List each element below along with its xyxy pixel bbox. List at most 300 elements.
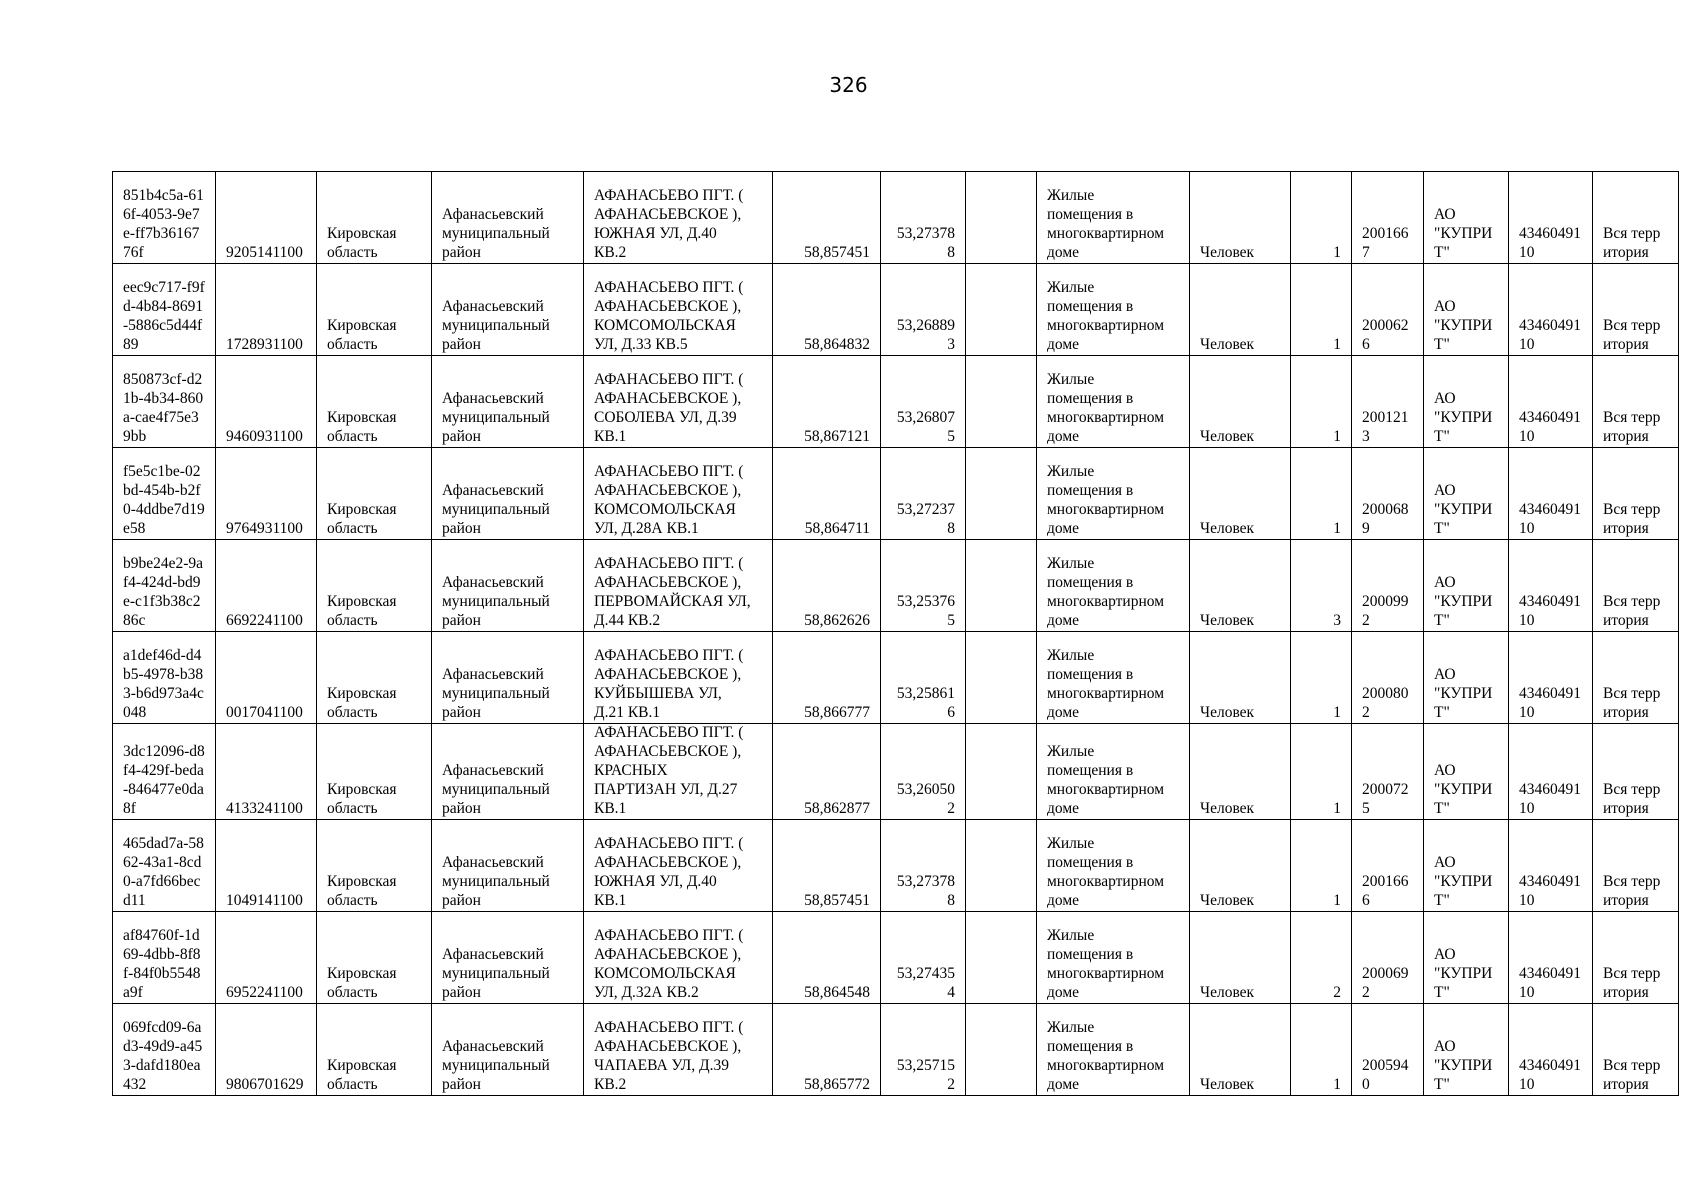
cell-code-text: 9460931100 (226, 428, 303, 446)
cell-longitude-text: 53,253765 (896, 593, 955, 630)
cell-region (317, 264, 432, 356)
cell-address (584, 1003, 773, 1095)
cell-id-text: 850873cf-d21b-4b34-860a-cae4f75e39bb (123, 371, 204, 446)
cell-unit (1190, 1003, 1291, 1095)
cell-unit (1190, 356, 1291, 448)
cell-region-text: Кировская область (327, 685, 397, 722)
cell-premises (1037, 911, 1190, 1003)
cell-id-text: a1def46d-d4b5-4978-b383-b6d973a4c048 (123, 647, 204, 722)
cell-code (216, 264, 317, 356)
cell-longitude (881, 632, 966, 724)
cell-organization-text: АО "КУПРИ Т" (1434, 574, 1493, 630)
cell-district (432, 356, 584, 448)
cell-longitude-text: 53,273788 (896, 225, 955, 262)
cell-organization-text: АО "КУПРИ Т" (1434, 761, 1493, 817)
cell-longitude (881, 724, 966, 820)
cell-code-text: 6952241100 (226, 983, 303, 1001)
cell-premises (1037, 172, 1190, 264)
cell-scope (1593, 264, 1679, 356)
cell-scope (1593, 819, 1679, 911)
cell-id (113, 819, 216, 911)
cell-premises (1037, 448, 1190, 540)
cell-tin (1509, 1003, 1593, 1095)
cell-district-text: Афанасьевский муниципальный район (442, 298, 550, 354)
cell-id (113, 540, 216, 632)
cell-latitude-text: 58,864548 (804, 983, 870, 1001)
cell-number-text: 2005940 (1362, 1056, 1409, 1093)
cell-longitude-text: 53,272378 (896, 501, 955, 538)
cell-organization (1424, 540, 1509, 632)
cell-code-text: 6692241100 (226, 612, 303, 630)
cell-scope-text: Вся территория (1603, 409, 1661, 446)
cell-tin-text: 4346049110 (1519, 501, 1581, 538)
cell-address (584, 540, 773, 632)
cell-id-text: 851b4c5a-616f-4053-9e7e-ff7b3616776f (123, 187, 204, 262)
cell-latitude (773, 448, 881, 540)
cell-district (432, 448, 584, 540)
cell-premises-text: Жилые помещения в многоквартирном доме (1047, 555, 1165, 630)
cell-latitude (773, 1003, 881, 1095)
cell-address (584, 819, 773, 911)
cell-code (216, 911, 317, 1003)
cell-latitude-text: 58,865772 (804, 1075, 870, 1093)
cell-region-text: Кировская область (327, 872, 397, 909)
cell-organization (1424, 448, 1509, 540)
cell-district-text: Афанасьевский муниципальный район (442, 945, 550, 1001)
cell-count (1291, 540, 1352, 632)
cell-premises (1037, 724, 1190, 820)
cell-code-text: 9764931100 (226, 520, 303, 538)
cell-latitude-text: 58,864711 (804, 520, 870, 538)
cell-longitude (881, 264, 966, 356)
cell-district (432, 540, 584, 632)
cell-premises-text: Жилые помещения в многоквартирном доме (1047, 463, 1165, 538)
cell-empty (966, 632, 1037, 724)
cell-code-text: 9205141100 (226, 244, 303, 262)
cell-region (317, 356, 432, 448)
cell-region (317, 540, 432, 632)
cell-code (216, 172, 317, 264)
cell-organization (1424, 356, 1509, 448)
cell-code (216, 632, 317, 724)
cell-unit (1190, 724, 1291, 820)
cell-tin (1509, 540, 1593, 632)
cell-scope-text: Вся территория (1603, 593, 1661, 630)
cell-tin (1509, 448, 1593, 540)
cell-latitude-text: 58,857451 (804, 891, 870, 909)
cell-address (584, 911, 773, 1003)
cell-region-text: Кировская область (327, 317, 397, 354)
cell-tin (1509, 264, 1593, 356)
cell-number (1352, 448, 1424, 540)
cell-scope-text: Вся территория (1603, 225, 1661, 262)
cell-scope (1593, 1003, 1679, 1095)
cell-district-text: Афанасьевский муниципальный район (442, 666, 550, 722)
cell-tin-text: 4346049110 (1519, 593, 1581, 630)
cell-empty (966, 172, 1037, 264)
cell-latitude-text: 58,866777 (804, 704, 870, 722)
cell-district-text: Афанасьевский муниципальный район (442, 390, 550, 446)
cell-latitude-text: 58,867121 (804, 428, 870, 446)
table-row (113, 448, 1679, 540)
cell-district-text: Афанасьевский муниципальный район (442, 1037, 550, 1093)
cell-district-text: Афанасьевский муниципальный район (442, 206, 550, 262)
cell-code-text: 9806701629 (226, 1075, 304, 1093)
cell-address (584, 632, 773, 724)
cell-unit (1190, 819, 1291, 911)
cell-id (113, 632, 216, 724)
cell-address-text: АФАНАСЬЕВО ПГТ. ( АФАНАСЬЕВСКОЕ ), ПЕРВОМАЙСКАЯ УЛ, Д.44 КВ.2 (594, 555, 751, 630)
cell-scope-text: Вся территория (1603, 1056, 1661, 1093)
cell-id (113, 356, 216, 448)
table-row (113, 911, 1679, 1003)
cell-address-text: АФАНАСЬЕВО ПГТ. ( АФАНАСЬЕВСКОЕ ), СОБОЛЕВА УЛ, Д.39 КВ.1 (594, 371, 744, 446)
cell-id (113, 264, 216, 356)
cell-number-text: 2001213 (1362, 409, 1409, 446)
cell-premises-text: Жилые помещения в многоквартирном доме (1047, 834, 1165, 909)
cell-tin-text: 4346049110 (1519, 225, 1581, 262)
cell-premises-text: Жилые помещения в многоквартирном доме (1047, 371, 1165, 446)
cell-code (216, 356, 317, 448)
cell-latitude-text: 58,864832 (804, 336, 870, 354)
cell-region (317, 1003, 432, 1095)
cell-empty (966, 448, 1037, 540)
cell-empty (966, 540, 1037, 632)
cell-unit (1190, 540, 1291, 632)
cell-code-text: 0017041100 (226, 704, 303, 722)
cell-organization (1424, 819, 1509, 911)
cell-unit (1190, 911, 1291, 1003)
cell-id (113, 448, 216, 540)
cell-number-text: 2001667 (1362, 225, 1409, 262)
cell-premises (1037, 264, 1190, 356)
cell-unit-text: Человек (1200, 891, 1255, 909)
cell-address (584, 448, 773, 540)
cell-region-text: Кировская область (327, 409, 397, 446)
cell-id-text: b9be24e2-9af4-424d-bd9e-c1f3b38c286c (123, 555, 204, 630)
cell-longitude (881, 911, 966, 1003)
cell-code-text: 1728931100 (226, 336, 303, 354)
cell-number-text: 2000992 (1362, 593, 1409, 630)
cell-latitude-text: 58,862626 (804, 612, 870, 630)
cell-empty (966, 1003, 1037, 1095)
cell-organization-text: АО "КУПРИ Т" (1434, 206, 1493, 262)
table-row (113, 819, 1679, 911)
cell-premises-text: Жилые помещения в многоквартирном доме (1047, 187, 1165, 262)
cell-count-text: 1 (1333, 1075, 1341, 1093)
cell-organization-text: АО "КУПРИ Т" (1434, 298, 1493, 354)
cell-empty (966, 819, 1037, 911)
cell-unit (1190, 172, 1291, 264)
cell-unit (1190, 632, 1291, 724)
cell-unit-text: Человек (1200, 336, 1255, 354)
cell-premises-text: Жилые помещения в многоквартирном доме (1047, 647, 1165, 722)
cell-code (216, 819, 317, 911)
cell-number-text: 2001666 (1362, 872, 1409, 909)
cell-unit-text: Человек (1200, 1075, 1255, 1093)
cell-district (432, 724, 584, 820)
cell-unit (1190, 264, 1291, 356)
cell-count-text: 1 (1333, 799, 1341, 817)
cell-scope (1593, 172, 1679, 264)
cell-number (1352, 264, 1424, 356)
page-number: 326 (829, 73, 868, 97)
cell-region (317, 632, 432, 724)
table-row (113, 172, 1679, 264)
cell-district (432, 911, 584, 1003)
cell-id-text: f5e5c1be-02bd-454b-b2f0-4ddbe7d19e58 (123, 463, 205, 538)
cell-scope (1593, 540, 1679, 632)
cell-address-text: АФАНАСЬЕВО ПГТ. ( АФАНАСЬЕВСКОЕ ), КУЙБЫШЕВА УЛ, Д.21 КВ.1 (594, 647, 744, 722)
cell-tin-text: 4346049110 (1519, 780, 1581, 817)
cell-region-text: Кировская область (327, 225, 397, 262)
cell-district-text: Афанасьевский муниципальный район (442, 761, 550, 817)
cell-id (113, 724, 216, 820)
cell-number (1352, 632, 1424, 724)
cell-count-text: 1 (1333, 520, 1341, 538)
cell-latitude (773, 724, 881, 820)
cell-number (1352, 724, 1424, 820)
cell-count (1291, 172, 1352, 264)
cell-region (317, 724, 432, 820)
cell-organization-text: АО "КУПРИ Т" (1434, 482, 1493, 538)
cell-address-text: АФАНАСЬЕВО ПГТ. ( АФАНАСЬЕВСКОЕ ), КОМСОМОЛЬСКАЯ УЛ, Д.28А КВ.1 (594, 463, 744, 538)
table-row (113, 356, 1679, 448)
cell-code (216, 1003, 317, 1095)
cell-organization (1424, 264, 1509, 356)
cell-longitude-text: 53,258616 (896, 685, 955, 722)
cell-longitude-text: 53,257152 (896, 1056, 955, 1093)
cell-number (1352, 1003, 1424, 1095)
cell-empty (966, 911, 1037, 1003)
cell-number (1352, 911, 1424, 1003)
cell-count-text: 1 (1333, 891, 1341, 909)
cell-id (113, 1003, 216, 1095)
cell-longitude (881, 819, 966, 911)
cell-count-text: 1 (1333, 244, 1341, 262)
cell-address-text: АФАНАСЬЕВО ПГТ. ( АФАНАСЬЕВСКОЕ ), КОМСОМОЛЬСКАЯ УЛ, Д.32А КВ.2 (594, 926, 744, 1001)
cell-scope-text: Вся территория (1603, 685, 1661, 722)
cell-address (584, 264, 773, 356)
cell-count (1291, 632, 1352, 724)
cell-count (1291, 911, 1352, 1003)
cell-scope-text: Вся территория (1603, 501, 1661, 538)
cell-tin (1509, 819, 1593, 911)
cell-id-text: 3dc12096-d8f4-429f-beda-846477e0da8f (123, 742, 205, 817)
cell-address-text: АФАНАСЬЕВО ПГТ. ( АФАНАСЬЕВСКОЕ ), КОМСОМОЛЬСКАЯ УЛ, Д.33 КВ.5 (594, 279, 744, 354)
cell-region (317, 448, 432, 540)
registry-table (112, 171, 1679, 1096)
cell-unit-text: Человек (1200, 428, 1255, 446)
cell-code (216, 724, 317, 820)
cell-premises-text: Жилые помещения в многоквартирном доме (1047, 279, 1165, 354)
cell-premises-text: Жилые помещения в многоквартирном доме (1047, 926, 1165, 1001)
cell-tin (1509, 172, 1593, 264)
cell-address (584, 724, 773, 820)
cell-region (317, 172, 432, 264)
cell-organization (1424, 911, 1509, 1003)
cell-organization-text: АО "КУПРИ Т" (1434, 853, 1493, 909)
cell-latitude-text: 58,857451 (804, 244, 870, 262)
registry-table-body (113, 172, 1679, 1096)
cell-id-text: 465dad7a-5862-43a1-8cd0-a7fd66becd11 (123, 834, 204, 909)
cell-number (1352, 356, 1424, 448)
cell-district (432, 819, 584, 911)
cell-district-text: Афанасьевский муниципальный район (442, 482, 550, 538)
cell-scope (1593, 724, 1679, 820)
cell-id-text: af84760f-1d69-4dbb-8f8f-84f0b5548a9f (123, 926, 201, 1001)
table-row (113, 724, 1679, 820)
cell-unit-text: Человек (1200, 983, 1255, 1001)
cell-scope (1593, 632, 1679, 724)
cell-region (317, 911, 432, 1003)
cell-number-text: 2000725 (1362, 780, 1409, 817)
cell-number (1352, 819, 1424, 911)
cell-scope-text: Вся территория (1603, 780, 1661, 817)
cell-latitude (773, 911, 881, 1003)
cell-tin-text: 4346049110 (1519, 872, 1581, 909)
cell-count (1291, 356, 1352, 448)
cell-latitude (773, 632, 881, 724)
cell-tin (1509, 632, 1593, 724)
cell-scope-text: Вся территория (1603, 317, 1661, 354)
cell-count-text: 3 (1333, 612, 1341, 630)
cell-count-text: 2 (1333, 983, 1341, 1001)
cell-address-text: АФАНАСЬЕВО ПГТ. ( АФАНАСЬЕВСКОЕ ), КРАСНЫХ ПАРТИЗАН УЛ, Д.27 КВ.1 (594, 724, 744, 817)
cell-tin (1509, 911, 1593, 1003)
cell-unit-text: Человек (1200, 704, 1255, 722)
cell-region-text: Кировская область (327, 501, 397, 538)
cell-address-text: АФАНАСЬЕВО ПГТ. ( АФАНАСЬЕВСКОЕ ), ЮЖНАЯ УЛ, Д.40 КВ.2 (594, 187, 744, 262)
cell-longitude (881, 540, 966, 632)
cell-tin (1509, 724, 1593, 820)
cell-scope-text: Вся территория (1603, 964, 1661, 1001)
cell-organization (1424, 1003, 1509, 1095)
cell-longitude (881, 448, 966, 540)
cell-longitude (881, 356, 966, 448)
cell-region (317, 819, 432, 911)
cell-tin-text: 4346049110 (1519, 1056, 1581, 1093)
cell-tin-text: 4346049110 (1519, 317, 1581, 354)
cell-district-text: Афанасьевский муниципальный район (442, 853, 550, 909)
cell-tin-text: 4346049110 (1519, 964, 1581, 1001)
cell-code (216, 540, 317, 632)
cell-scope-text: Вся территория (1603, 872, 1661, 909)
cell-longitude-text: 53,273788 (896, 872, 955, 909)
cell-region-text: Кировская область (327, 780, 397, 817)
cell-latitude (773, 540, 881, 632)
cell-count (1291, 448, 1352, 540)
cell-empty (966, 356, 1037, 448)
cell-longitude-text: 53,274354 (896, 964, 955, 1001)
cell-premises (1037, 356, 1190, 448)
cell-number-text: 2000689 (1362, 501, 1409, 538)
cell-organization-text: АО "КУПРИ Т" (1434, 1037, 1493, 1093)
cell-count (1291, 724, 1352, 820)
cell-address-text: АФАНАСЬЕВО ПГТ. ( АФАНАСЬЕВСКОЕ ), ЧАПАЕВА УЛ, Д.39 КВ.2 (594, 1018, 744, 1093)
cell-district-text: Афанасьевский муниципальный район (442, 574, 550, 630)
cell-premises (1037, 540, 1190, 632)
cell-id-text: eec9c717-f9fd-4b84-8691-5886c5d44f89 (123, 279, 205, 354)
cell-organization-text: АО "КУПРИ Т" (1434, 666, 1493, 722)
cell-organization (1424, 724, 1509, 820)
cell-unit-text: Человек (1200, 520, 1255, 538)
cell-longitude-text: 53,268075 (896, 409, 955, 446)
cell-latitude (773, 356, 881, 448)
cell-longitude (881, 172, 966, 264)
cell-unit-text: Человек (1200, 244, 1255, 262)
cell-latitude (773, 264, 881, 356)
cell-district (432, 172, 584, 264)
cell-organization-text: АО "КУПРИ Т" (1434, 390, 1493, 446)
cell-count (1291, 264, 1352, 356)
cell-region-text: Кировская область (327, 964, 397, 1001)
cell-latitude (773, 172, 881, 264)
cell-count (1291, 1003, 1352, 1095)
cell-number-text: 2000802 (1362, 685, 1409, 722)
cell-tin-text: 4346049110 (1519, 685, 1581, 722)
cell-code (216, 448, 317, 540)
cell-empty (966, 724, 1037, 820)
cell-region-text: Кировская область (327, 593, 397, 630)
cell-empty (966, 264, 1037, 356)
cell-premises-text: Жилые помещения в многоквартирном доме (1047, 742, 1165, 817)
cell-number (1352, 540, 1424, 632)
cell-count-text: 1 (1333, 428, 1341, 446)
cell-district (432, 632, 584, 724)
cell-unit-text: Человек (1200, 612, 1255, 630)
cell-premises (1037, 632, 1190, 724)
cell-id (113, 911, 216, 1003)
cell-premises (1037, 1003, 1190, 1095)
cell-district (432, 1003, 584, 1095)
cell-unit-text: Человек (1200, 799, 1255, 817)
cell-organization (1424, 632, 1509, 724)
cell-scope (1593, 356, 1679, 448)
cell-unit (1190, 448, 1291, 540)
cell-number-text: 2000692 (1362, 964, 1409, 1001)
cell-number (1352, 172, 1424, 264)
cell-code-text: 4133241100 (226, 799, 303, 817)
cell-address (584, 172, 773, 264)
cell-longitude-text: 53,260502 (896, 780, 955, 817)
cell-tin (1509, 356, 1593, 448)
cell-organization-text: АО "КУПРИ Т" (1434, 945, 1493, 1001)
cell-district (432, 264, 584, 356)
cell-region-text: Кировская область (327, 1056, 397, 1093)
cell-latitude-text: 58,862877 (804, 799, 870, 817)
cell-count (1291, 819, 1352, 911)
cell-longitude-text: 53,268893 (896, 317, 955, 354)
table-row (113, 632, 1679, 724)
table-row (113, 264, 1679, 356)
cell-count-text: 1 (1333, 336, 1341, 354)
cell-longitude (881, 1003, 966, 1095)
cell-code-text: 1049141100 (226, 891, 303, 909)
cell-id (113, 172, 216, 264)
cell-organization (1424, 172, 1509, 264)
cell-tin-text: 4346049110 (1519, 409, 1581, 446)
cell-number-text: 2000626 (1362, 317, 1409, 354)
cell-count-text: 1 (1333, 704, 1341, 722)
cell-premises (1037, 819, 1190, 911)
cell-scope (1593, 448, 1679, 540)
cell-premises-text: Жилые помещения в многоквартирном доме (1047, 1018, 1165, 1093)
cell-address (584, 356, 773, 448)
table-row (113, 540, 1679, 632)
cell-latitude (773, 819, 881, 911)
cell-address-text: АФАНАСЬЕВО ПГТ. ( АФАНАСЬЕВСКОЕ ), ЮЖНАЯ УЛ, Д.40 КВ.1 (594, 834, 744, 909)
